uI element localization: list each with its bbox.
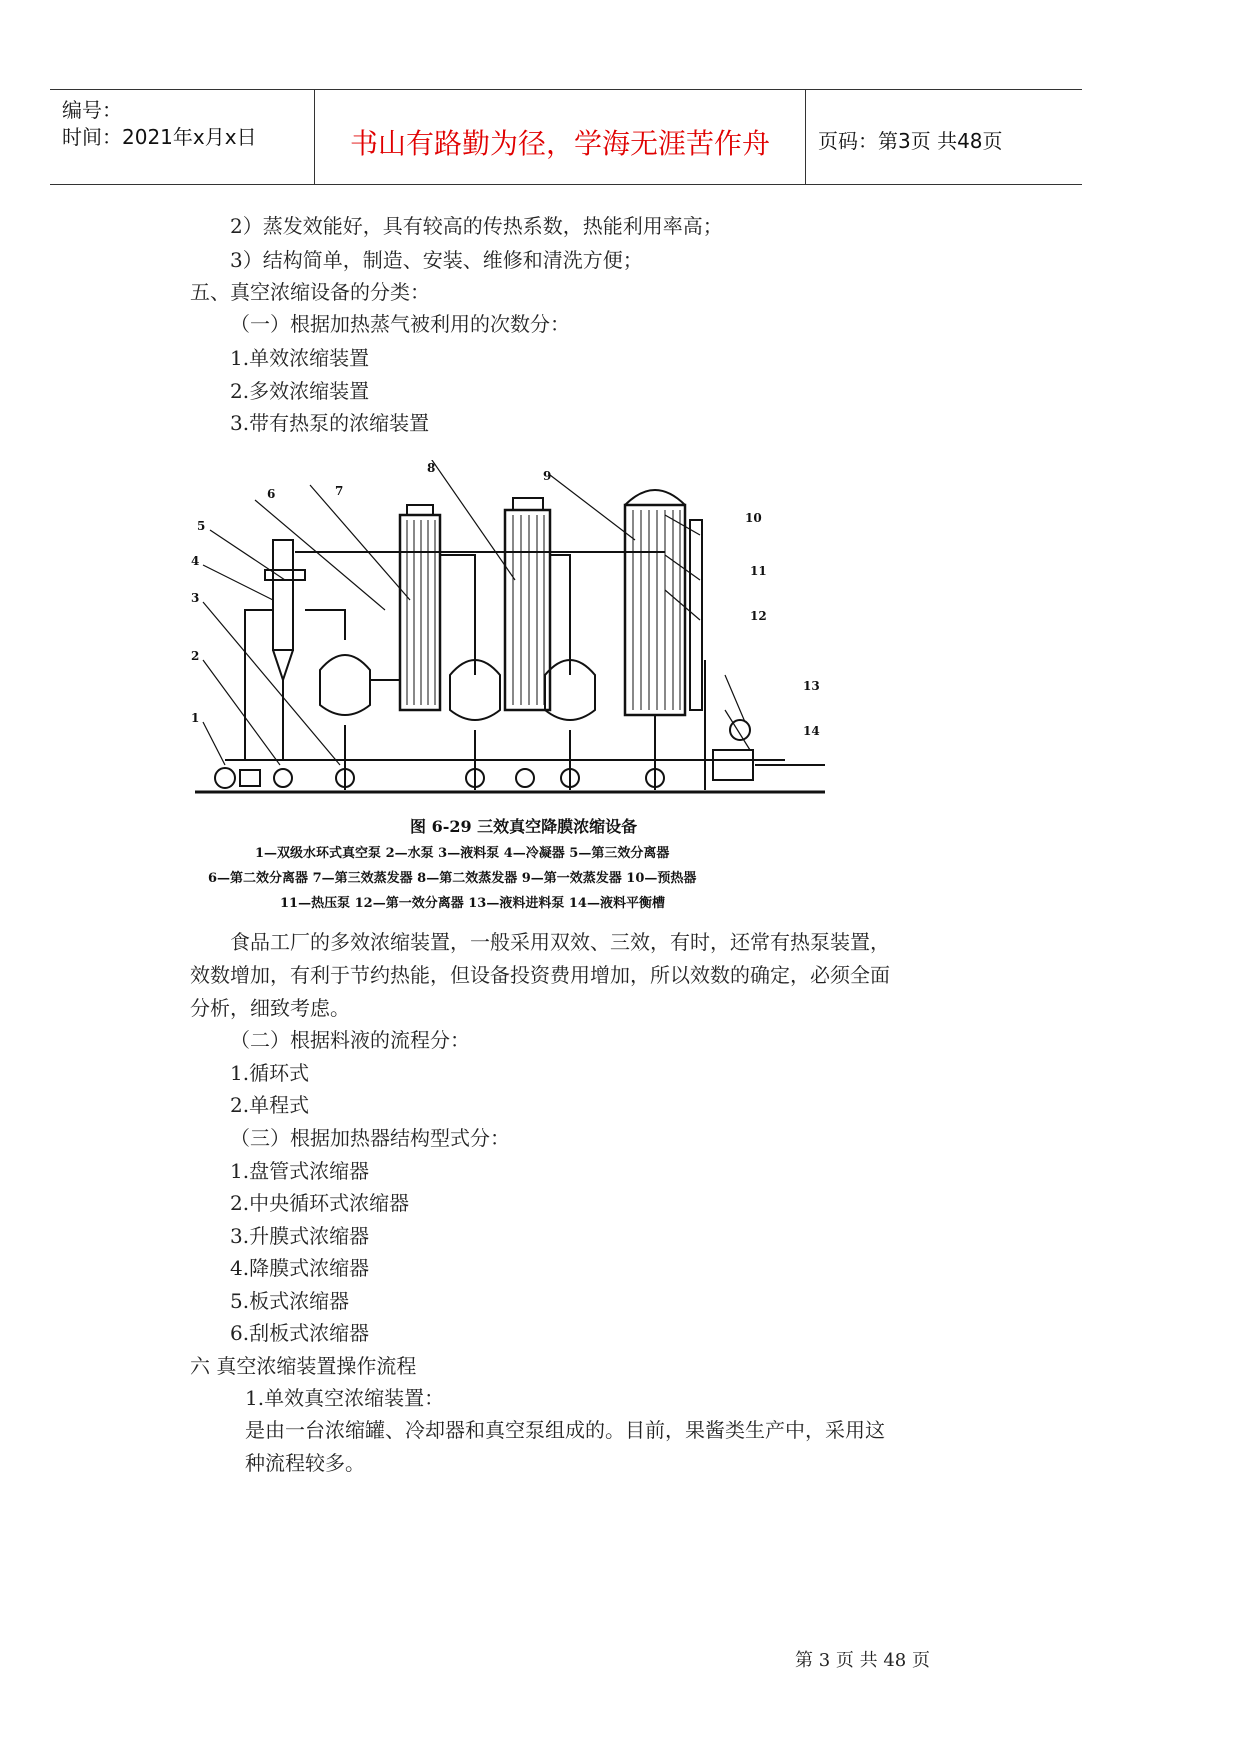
paragraph-line: 食品工厂的多效浓缩装置，一般采用双效、三效，有时，还常有热泵装置，: [230, 930, 890, 954]
text-line: 2）蒸发效能好，具有较高的传热系数，热能利用率高；: [230, 214, 723, 238]
diagram-label: 12: [750, 609, 767, 623]
diagram-label: 7: [335, 484, 344, 498]
document-date: 时间：2021年x月x日: [62, 125, 257, 149]
figure-title: 图 6-29 三效真空降膜浓缩设备: [410, 817, 638, 836]
header-motto: 书山有路勤为径，学海无涯苦作舟: [349, 127, 770, 160]
list-item: 1.循环式: [230, 1061, 310, 1085]
header-right-cell: [806, 90, 1082, 184]
section-heading: 六 真空浓缩装置操作流程: [190, 1354, 417, 1378]
paragraph-line: 效数增加，有利于节约热能，但设备投资费用增加，所以效数的确定，必须全面: [190, 963, 890, 987]
diagram-label: 1: [191, 711, 200, 725]
header-page-number: 页码：第3页 共48页: [818, 129, 1003, 153]
figure-legend: 6—第二效分离器 7—第三效蒸发器 8—第二效蒸发器 9—第一效蒸发器 10—预热器: [208, 871, 697, 886]
diagram-label: 3: [191, 591, 200, 605]
section-heading: 五、真空浓缩设备的分类：: [190, 280, 430, 304]
list-item: 1.单效浓缩装置: [230, 346, 370, 370]
diagram-label: 6: [267, 487, 276, 501]
diagram-label: 2: [191, 649, 200, 663]
figure-legend: 11—热压泵 12—第一效分离器 13—液料进料泵 14—液料平衡槽: [280, 896, 665, 911]
diagram-label: 5: [197, 519, 206, 533]
list-item: 5.板式浓缩器: [230, 1289, 350, 1313]
text-line: 3）结构简单，制造、安装、维修和清洗方便；: [230, 248, 643, 272]
diagram-label: 4: [191, 554, 200, 568]
diagram-label: 10: [745, 511, 762, 525]
document-header: [50, 89, 1082, 185]
subsection-heading: （二）根据料液的流程分：: [230, 1028, 470, 1052]
diagram-label: 14: [803, 724, 820, 738]
diagram-label: 8: [427, 461, 436, 475]
list-item: 4.降膜式浓缩器: [230, 1256, 370, 1280]
subsection-heading: （三）根据加热器结构型式分：: [230, 1126, 510, 1150]
paragraph-line: 分析，细致考虑。: [190, 996, 350, 1020]
list-item: 3.升膜式浓缩器: [230, 1224, 370, 1248]
list-item: 2.多效浓缩装置: [230, 379, 370, 403]
list-item: 3.带有热泵的浓缩装置: [230, 411, 430, 435]
diagram-label: 9: [543, 469, 552, 483]
subsection-heading: 1.单效真空浓缩装置：: [245, 1386, 445, 1410]
diagram-label: 11: [750, 564, 767, 578]
document-number-label: 编号：: [62, 98, 122, 122]
list-item: 2.单程式: [230, 1093, 310, 1117]
list-item: 2.中央循环式浓缩器: [230, 1191, 410, 1215]
header-center-cell: [315, 90, 806, 184]
paragraph-line: 种流程较多。: [245, 1451, 365, 1475]
paragraph-line: 是由一台浓缩罐、冷却器和真空泵组成的。目前，果酱类生产中，采用这: [245, 1418, 885, 1442]
list-item: 1.盘管式浓缩器: [230, 1159, 370, 1183]
list-item: 6.刮板式浓缩器: [230, 1321, 370, 1345]
page-footer: 第 3 页 共 48 页: [795, 1650, 930, 1671]
figure-legend: 1—双级水环式真空泵 2—水泵 3—液料泵 4—冷凝器 5—第三效分离器: [255, 846, 670, 861]
diagram-label: 13: [803, 679, 820, 693]
subsection-heading: （一）根据加热蒸气被利用的次数分：: [230, 312, 570, 336]
header-left-cell: [50, 90, 315, 184]
diagram-drawing: [185, 460, 835, 800]
equipment-diagram: [185, 460, 835, 804]
